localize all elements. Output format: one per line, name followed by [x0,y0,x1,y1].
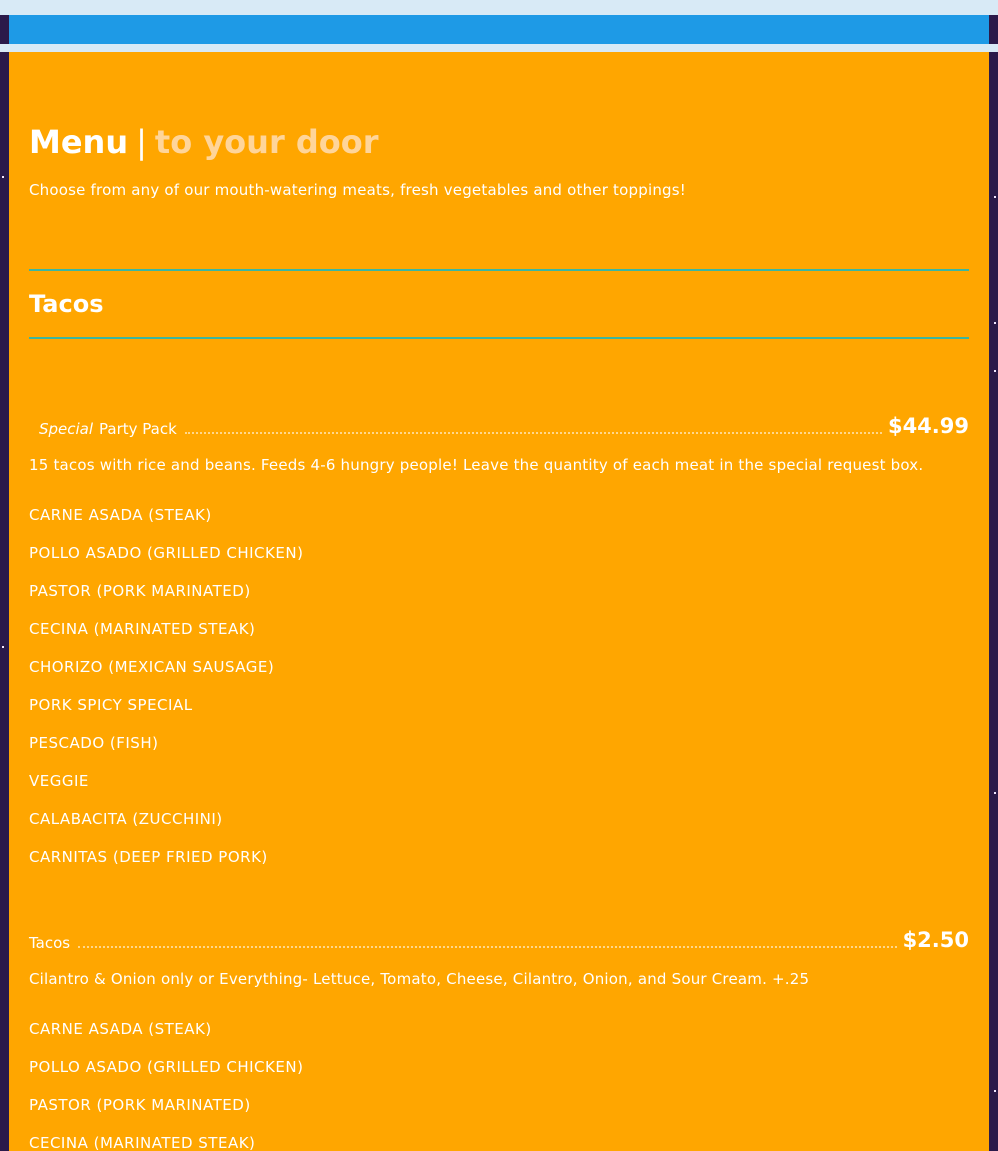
item-description: 15 tacos with rice and beans. Feeds 4-6 hungry people! Leave the quantity of each meat in the special request box. [29,456,924,474]
option-item[interactable]: CECINA (MARINATED STEAK) [29,1134,256,1151]
meat-options-list [29,505,303,885]
option-item[interactable]: CARNE ASADA (STEAK) [29,1020,212,1038]
item-price: $2.50 [902,928,969,952]
item-price: $44.99 [887,414,969,438]
site-header-bar [9,15,989,44]
option-item[interactable]: CALABACITA (ZUCCHINI) [29,810,223,828]
background-dot [994,1090,996,1092]
option-item[interactable]: PESCADO (FISH) [29,734,159,752]
background-dot [994,196,996,198]
background-dot [994,322,996,324]
menu-item-tacos[interactable] [29,928,969,952]
item-title: Party Pack [99,420,177,438]
section-title: Tacos [29,290,104,318]
item-description: Cilantro & Onion only or Everything- Lettuce, Tomato, Cheese, Cilantro, Onion, and Sour Cream. +.25 [29,970,810,988]
option-item[interactable]: CHORIZO (MEXICAN SAUSAGE) [29,658,275,676]
page-title-separator: | [136,123,147,161]
item-name [29,934,70,952]
option-item[interactable]: CARNE ASADA (STEAK) [29,506,212,524]
option-item[interactable]: PORK SPICY SPECIAL [29,696,193,714]
section-divider-top [29,269,969,271]
special-tag: Special [39,420,94,438]
browser-top-strip [0,0,998,15]
option-item[interactable]: POLLO ASADO (GRILLED CHICKEN) [29,1058,304,1076]
header-divider-strip [0,44,998,52]
dotted-leader [78,946,896,948]
item-title: Tacos [29,934,71,952]
dotted-leader [185,432,882,434]
background-dot [994,370,996,372]
background-dot [2,646,4,648]
page-title-main: Menu [29,123,129,161]
option-item[interactable]: PASTOR (PORK MARINATED) [29,582,251,600]
option-item[interactable]: POLLO ASADO (GRILLED CHICKEN) [29,544,304,562]
option-item[interactable]: CARNITAS (DEEP FRIED PORK) [29,848,268,866]
background-dot [2,176,4,178]
section-divider-bottom [29,337,969,339]
page-title [29,122,379,162]
option-item[interactable]: CECINA (MARINATED STEAK) [29,620,256,638]
meat-options-list [29,1019,303,1151]
option-item[interactable]: PASTOR (PORK MARINATED) [29,1096,251,1114]
intro-text: Choose from any of our mouth-watering meats, fresh vegetables and other toppings! [29,181,686,199]
item-name [29,420,177,438]
menu-panel [9,52,989,1151]
option-item[interactable]: VEGGIE [29,772,89,790]
menu-item-party-pack[interactable] [29,414,969,438]
background-dot [994,792,996,794]
page-subtitle: to your door [154,123,379,161]
